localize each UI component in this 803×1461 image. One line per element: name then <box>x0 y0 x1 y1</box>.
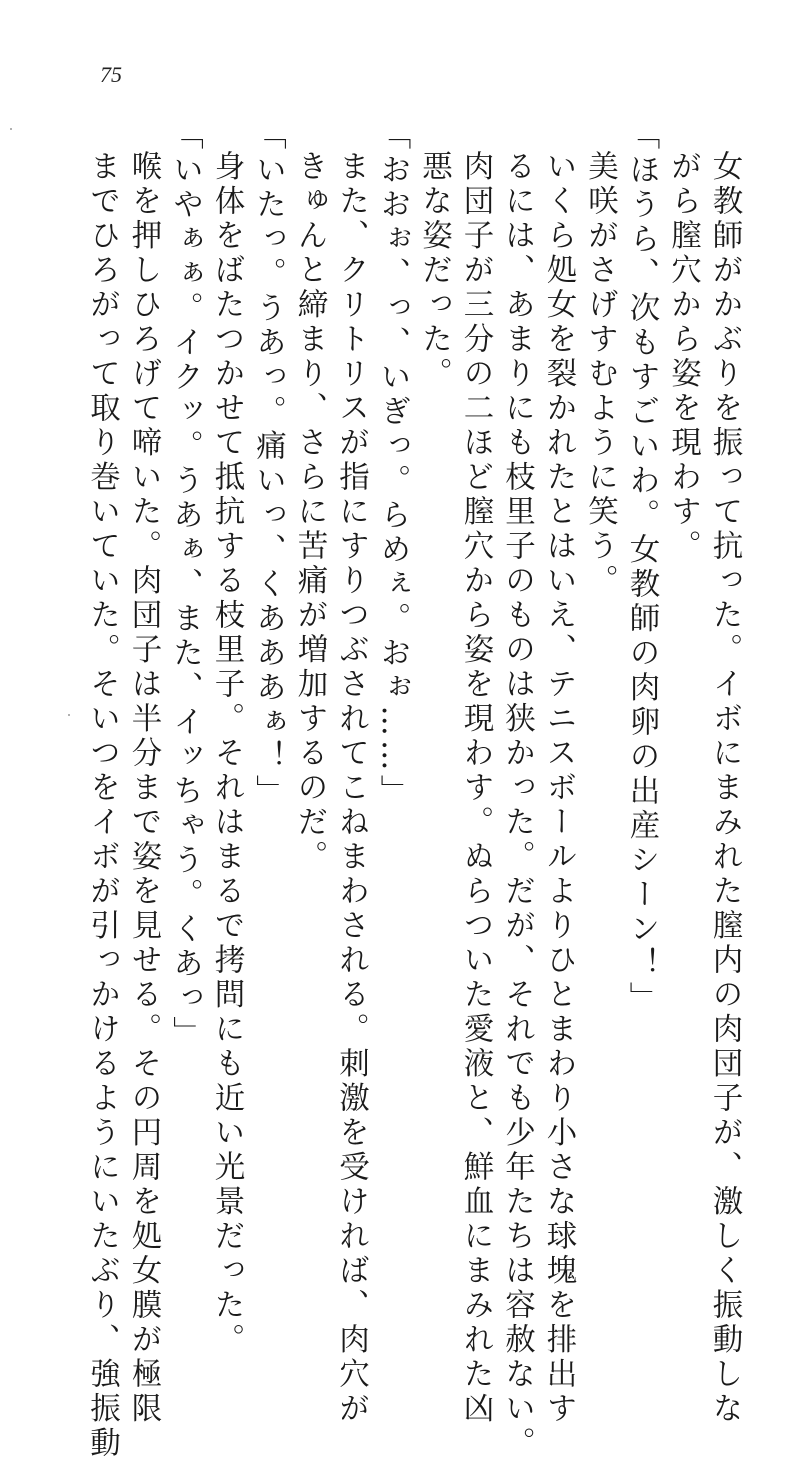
text-line: 喉を押しひろげて啼いた。肉団子は半分まで姿を見せる。その円周を処女膜が極限 <box>126 150 161 1427</box>
text-line: いくら処女を裂かれたとはいえ、テニスボールよりひとまわり小さな球塊を排出す <box>541 150 576 1427</box>
page-number: 75 <box>100 62 122 87</box>
text-line: また、クリトリスが指にすりつぶされてこねまわされる。刺激を受ければ、肉穴が <box>333 150 369 1427</box>
text-line: 肉団子が三分の二ほど膣穴から姿を現わす。ぬらついた愛液と、鮮血にまみれた凶 <box>458 150 493 1427</box>
scan-speck <box>68 714 70 716</box>
text-line: るには、あまりにも枝里子のものは狭かった。だが、それでも少年たちは容赦ない。 <box>499 150 535 1461</box>
text-line: きゅんと締まり、さらに苦痛が増加するのだ。 <box>292 150 327 875</box>
text-line: 悪な姿だった。 <box>416 150 452 392</box>
text-line: 身体をばたつかせて抵抗する枝里子。それはまるで拷問にも近い光景だった。 <box>209 150 244 1358</box>
text-line: 「ほうら、次もすごいわ。女教師の肉卵の出産シーン！」 <box>624 119 659 1016</box>
text-line: 「おおぉ、っ、いぎっ。らめぇ。おぉ……」 <box>375 119 410 809</box>
text-line: 「いやぁぁ。イクッ。うあぁ、また、イッちゃう。くあっ」 <box>167 119 203 1051</box>
scan-speck <box>10 128 12 130</box>
text-line: がら膣穴から姿を現わす。 <box>665 150 701 564</box>
vertical-text-body <box>81 119 745 1461</box>
text-line: 女教師がかぶりを振って抗った。イボにまみれた膣内の肉団子が、激しく振動しな <box>707 150 742 1427</box>
text-line: までひろがって取り巻いていた。そいつをイボが引っかけるようにいたぶり、強振動 <box>84 150 120 1461</box>
text-line: 美咲がさげすむように笑う。 <box>582 150 618 599</box>
text-line: 「いたっ。うあっ。痛いっ、くあああぁ！」 <box>250 119 286 809</box>
